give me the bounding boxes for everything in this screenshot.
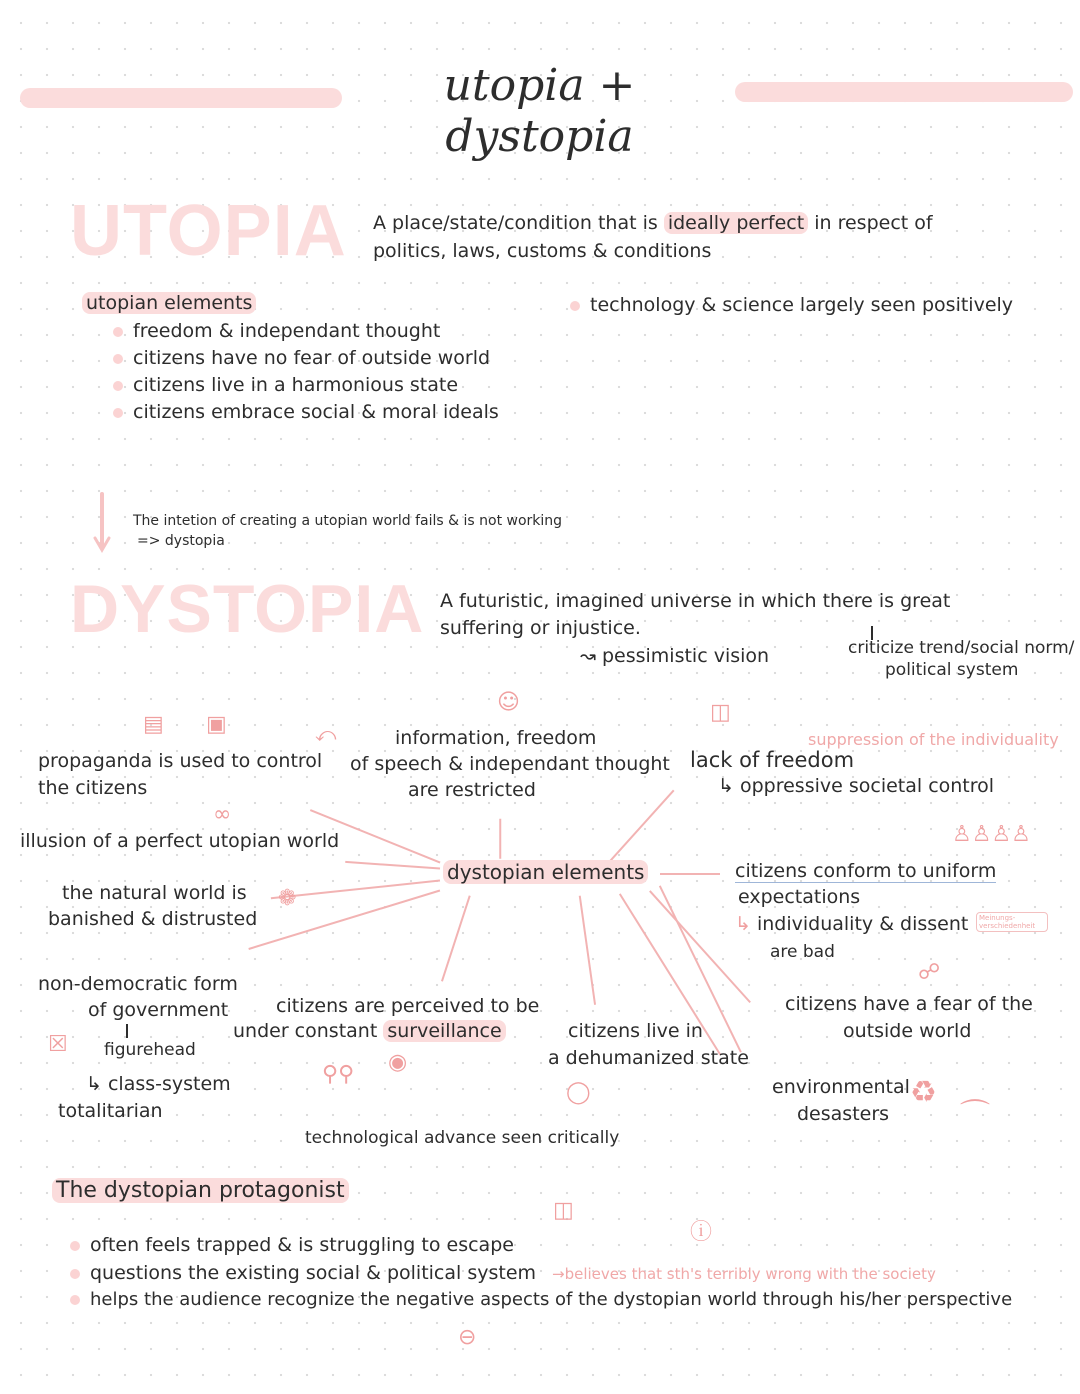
utopian-element-2 [113, 347, 490, 369]
protagonist-note [552, 1265, 936, 1283]
title-bar-right [735, 82, 1073, 102]
bullet-icon [70, 1295, 80, 1305]
conform-line4: are bad [770, 942, 835, 962]
dehumanized-line2: a dehumanized state [548, 1047, 749, 1069]
dystopia-definition-line2: suffering or injustice. [440, 617, 641, 639]
information-line1: information, freedom [395, 727, 597, 749]
government-line3: figurehead [104, 1040, 196, 1060]
corner-arrow-icon: ↳ [86, 1073, 108, 1095]
connector-line [609, 790, 674, 862]
title-bar-left [20, 88, 342, 108]
bullet-icon [570, 301, 580, 311]
conform-line3-text: individuality & dissent [756, 913, 969, 935]
bullet-icon [113, 381, 123, 391]
fear-line1: citizens have a fear of the [785, 993, 1033, 1015]
dystopian-elements-label: dystopian elements [443, 860, 648, 884]
surveillance-line2 [233, 1020, 506, 1042]
protagonist-point-text: questions the existing social & political system [90, 1262, 537, 1284]
protagonist-heading: The dystopian protagonist [52, 1178, 349, 1203]
bullet-icon [113, 354, 123, 364]
page-title: utopia + dystopia [443, 60, 636, 162]
face-icon: ☺ [497, 690, 520, 715]
bullet-icon [70, 1269, 80, 1279]
protagonist-point-2 [70, 1262, 536, 1284]
government-line1: non-democratic form [38, 973, 238, 995]
conform-line2: expectations [738, 886, 861, 908]
propaganda-line1: propaganda is used to control [38, 750, 323, 772]
tree-icon: ❁ [278, 886, 297, 911]
conform-line1: citizens conform to uniform [735, 860, 997, 882]
mask-icon: ☍ [918, 960, 941, 985]
connector-line [649, 890, 750, 1002]
illusion-node: illusion of a perfect utopian world [20, 830, 340, 852]
minus-face-icon: ⊖ [458, 1325, 477, 1350]
protagonist-icon: ◫ [553, 1198, 574, 1223]
criticize-line1: criticize trend/social norm/ [848, 638, 1075, 658]
utopia-definition-line2: politics, laws, customs & conditions [373, 240, 712, 262]
protagonist-point-1 [70, 1234, 514, 1256]
robot-icon: ◯ [566, 1080, 591, 1105]
connector-line [579, 896, 596, 1005]
conform-tag: Meinungs-verschiedenheit [976, 912, 1048, 932]
curved-arrow-icon: ⤺ [315, 722, 337, 746]
natural-line1: the natural world is [62, 882, 247, 904]
ballot-icon: ☒ [48, 1032, 68, 1057]
utopian-element-4 [113, 401, 499, 423]
glasses-icon: ∞ [213, 802, 232, 827]
protagonist-point-text: often feels trapped & is struggling to escape [90, 1234, 514, 1256]
utopia-def-highlight: ideally perfect [664, 212, 808, 234]
newspaper-icon: ▤ [143, 712, 164, 737]
utopia-technology-note [570, 294, 1013, 316]
utopian-element-text: citizens embrace social & moral ideals [133, 401, 499, 423]
surveillance-icon: ⚲⚲ [322, 1062, 355, 1087]
dystopia-definition-line1: A futuristic, imagined universe in which there is great [440, 590, 951, 612]
billboard-icon: ▣ [206, 712, 227, 737]
suppression-note: suppression of the individuality [808, 730, 1059, 749]
utopian-element-3 [113, 374, 458, 396]
connector-line [660, 873, 720, 875]
government-line2: of government [88, 999, 229, 1021]
transition-line2: => dystopia [137, 533, 225, 549]
bullet-icon [113, 408, 123, 418]
natural-line2: banished & distrusted [48, 908, 258, 930]
freedom-line2 [718, 775, 994, 797]
connector-line [345, 861, 440, 869]
surveillance-highlight: surveillance [383, 1020, 505, 1042]
utopian-element-text: freedom & independant thought [133, 320, 441, 342]
government-line4-text: class-system [107, 1073, 231, 1095]
utopia-def-b: in respect of [814, 212, 933, 234]
figurehead-tick [126, 1024, 128, 1038]
dystopia-heading: DYSTOPIA [70, 571, 425, 647]
connector-line [499, 819, 501, 859]
utopia-heading: UTOPIA [70, 191, 347, 271]
information-line3: are restricted [408, 779, 536, 801]
surveillance-line2-text: under constant [233, 1020, 378, 1042]
protagonist-point-text: helps the audience recognize the negative aspects of the dystopian world through his/her perspective [90, 1289, 1013, 1310]
corner-arrow-icon: ↳ [718, 775, 740, 797]
bullet-icon [113, 327, 123, 337]
transition-line1: The intetion of creating a utopian world fails & is not working [133, 513, 563, 529]
surveillance-line1: citizens are perceived to be [276, 995, 540, 1017]
propaganda-line2: the citizens [38, 777, 148, 799]
government-line5: totalitarian [58, 1100, 163, 1122]
information-line2: of speech & independant thought [350, 753, 670, 775]
arrow-right-icon: → [552, 1265, 565, 1283]
people-icon: ♙♙♙♙ [952, 822, 1031, 847]
utopian-element-text: citizens live in a harmonious state [133, 374, 459, 396]
dehumanized-line1: citizens live in [568, 1020, 703, 1042]
utopia-def-a: A place/state/condition that is [373, 212, 658, 234]
government-line4 [86, 1073, 231, 1095]
protagonist-point-3 [70, 1289, 1012, 1310]
utopian-elements-label: utopian elements [82, 292, 256, 314]
trapped-figure-icon: ◫ [710, 700, 731, 725]
camera-icon: ◉ [388, 1050, 408, 1075]
utopia-technology-text: technology & science largely seen positively [590, 294, 1014, 316]
utopian-element-1 [113, 320, 440, 342]
corner-arrow-icon: ↳ [735, 913, 757, 935]
question-bubble-icon: ⓘ [690, 1220, 713, 1245]
fear-line2: outside world [843, 1020, 972, 1042]
pessimistic-text: pessimistic vision [601, 645, 770, 667]
pessimistic-vision [580, 645, 769, 667]
dystopia-technology-note: technological advance seen critically [305, 1128, 620, 1148]
utopia-definition-line1 [373, 212, 933, 234]
rainbow-icon: ⌒ [960, 1098, 990, 1133]
environment-line1: environmental [772, 1076, 910, 1098]
environment-line2: desasters [797, 1103, 890, 1125]
conform-line3 [735, 913, 968, 935]
connector-line [441, 896, 470, 982]
tornado-icon: ♻ [910, 1075, 937, 1110]
down-arrow-icon [92, 492, 112, 558]
squiggle-arrow-icon: ↝ [580, 645, 602, 667]
protagonist-note-text: believes that sth's terribly wrong with the society [564, 1265, 936, 1283]
criticize-line2: political system [885, 660, 1019, 680]
bullet-icon [70, 1241, 80, 1251]
freedom-line1: lack of freedom [690, 748, 855, 772]
freedom-line2-text: oppressive societal control [739, 775, 995, 797]
utopian-element-text: citizens have no fear of outside world [133, 347, 491, 369]
